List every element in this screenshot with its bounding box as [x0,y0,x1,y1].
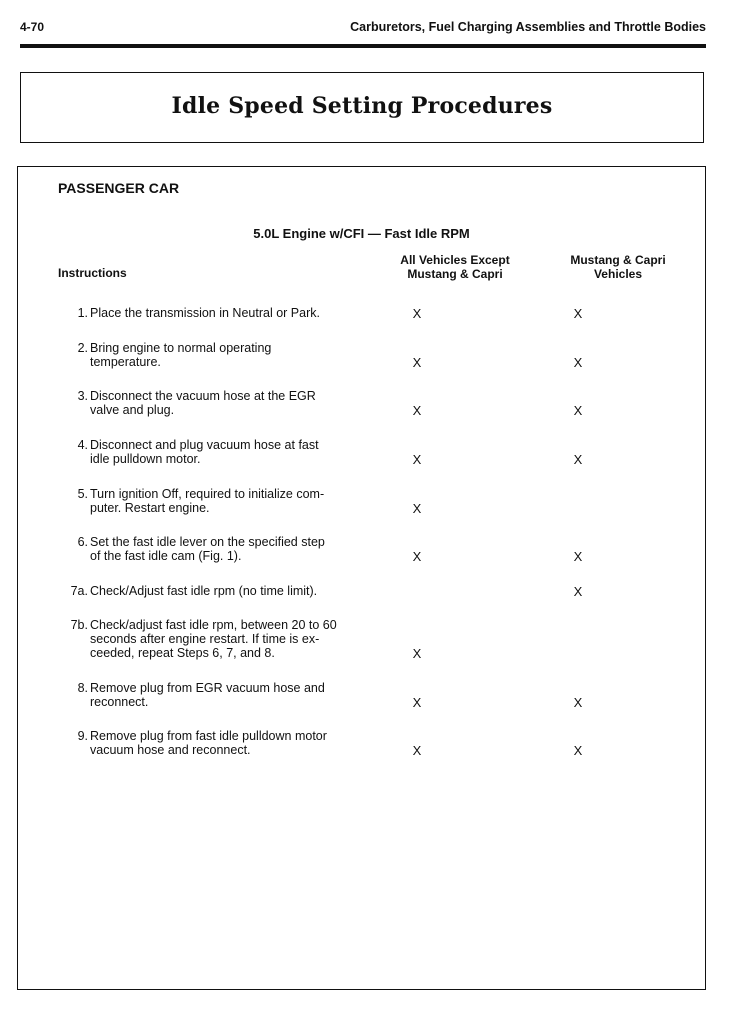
step-number: 3. [77,389,88,403]
column-header-all-vehicles: All Vehicles Except Mustang & Capri [400,253,510,281]
page-header [20,18,706,48]
step-text: Disconnect and plug vacuum hose at fast idle pulldown motor. [90,438,319,466]
step-number: 6. [77,535,88,549]
title-box [20,72,704,143]
all-vehicles-mark: X [412,501,422,516]
mustang-capri-mark: X [573,743,583,758]
procedure-table [17,166,706,990]
mustang-capri-mark: X [573,306,583,321]
step-text: Set the fast idle lever on the specified step of the fast idle cam (Fig. 1). [90,535,325,563]
step-number: 7a. [70,584,88,598]
page-title: Idle Speed Setting Procedures [171,93,553,119]
mustang-capri-mark: X [573,549,583,564]
step-number: 5. [77,487,88,501]
page-number: 4-70 [20,20,45,34]
all-vehicles-mark: X [412,549,422,564]
section-title: PASSENGER CAR [58,180,180,196]
running-head: Carburetors, Fuel Charging Assemblies and Throttle Bodies [350,20,706,34]
step-text: Remove plug from EGR vacuum hose and reconnect. [90,681,325,709]
all-vehicles-mark: X [412,646,422,661]
mustang-capri-mark: X [573,452,583,467]
mustang-capri-mark: X [573,584,583,599]
step-number: 9. [77,729,88,743]
step-number: 1. [77,306,88,320]
all-vehicles-mark: X [412,695,422,710]
all-vehicles-mark: X [412,355,422,370]
column-header-mustang-capri: Mustang & Capri Vehicles [570,253,666,281]
step-text: Disconnect the vacuum hose at the EGR valve and plug. [90,389,316,417]
table-heading: 5.0L Engine w/CFI — Fast Idle RPM [253,226,470,241]
mustang-capri-mark: X [573,695,583,710]
all-vehicles-mark: X [412,403,422,418]
step-text: Check/adjust fast idle rpm, between 20 to 60 seconds after engine restart. If time is ex- ceeded, repeat Steps 6, 7, and 8. [90,618,337,660]
step-number: 4. [77,438,88,452]
step-text: Check/Adjust fast idle rpm (no time limit). [90,584,318,598]
step-text: Remove plug from fast idle pulldown motor vacuum hose and reconnect. [90,729,327,757]
step-text: Bring engine to normal operating temperature. [90,341,272,369]
step-text: Place the transmission in Neutral or Park. [90,306,320,320]
step-number: 2. [77,341,88,355]
step-text: Turn ignition Off, required to initialize com- puter. Restart engine. [90,487,325,515]
all-vehicles-mark: X [412,306,422,321]
step-number: 8. [77,681,88,695]
all-vehicles-mark: X [412,452,422,467]
step-number: 7b. [70,618,88,632]
mustang-capri-mark: X [573,355,583,370]
column-header-instructions: Instructions [58,266,127,280]
all-vehicles-mark: X [412,743,422,758]
mustang-capri-mark: X [573,403,583,418]
